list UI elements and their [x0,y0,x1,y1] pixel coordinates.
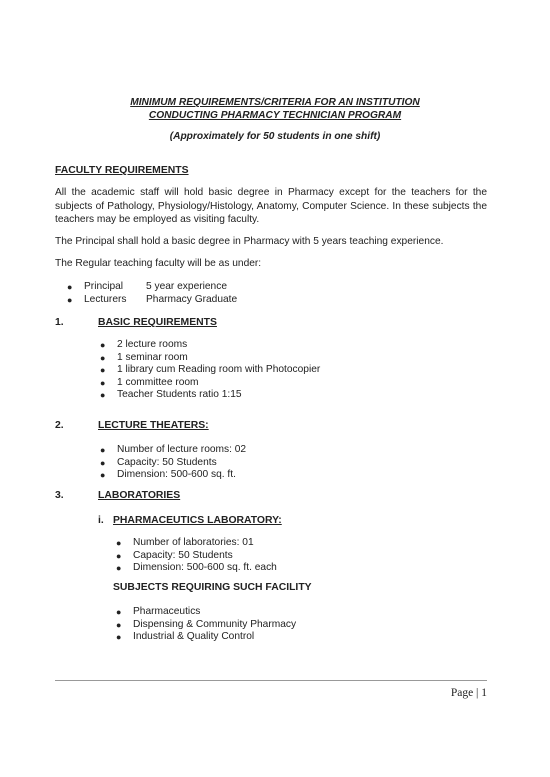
bullet-icon: ● [100,470,106,480]
bullet-icon: ● [100,340,106,350]
bullet-icon: ● [67,294,73,305]
bullet-icon: ● [116,538,122,548]
list-item: ● Capacity: 50 Students [100,456,217,468]
list-item: ● 2 lecture rooms [100,339,188,350]
staff-detail: 5 year experience [146,281,227,292]
bullet-icon: ● [116,619,122,630]
staff-role: Principal [84,281,124,292]
bullet-icon: ● [116,632,122,642]
section-number: 3. [55,490,64,501]
pharmaceutics-lab-list [116,537,277,575]
subjects-list [116,606,296,644]
document-title-line-1: MINIMUM REQUIREMENTS/CRITERIA FOR AN INSTITUTION [130,97,420,108]
faculty-heading: FACULTY REQUIREMENTS [55,165,189,176]
list-item: ● 1 library cum Reading room with Photocopier [100,364,321,375]
list-item: ● Number of lecture rooms: 02 [100,444,247,455]
bullet-icon: ● [116,550,122,561]
list-item: ● 1 seminar room [100,351,188,363]
subjects-heading: SUBJECTS REQUIRING SUCH FACILITY [113,582,312,593]
staff-list [67,281,237,306]
bullet-icon: ● [100,352,106,363]
laboratories-heading: LABORATORIES [98,490,181,501]
staff-detail: Pharmacy Graduate [146,293,238,305]
list-item: ● Capacity: 50 Students [116,549,233,561]
bullet-icon: ● [116,607,122,617]
document-subtitle: (Approximately for 50 students in one shift) [169,131,381,142]
list-item [67,294,237,307]
bullet-icon: ● [116,563,122,573]
faculty-paragraph-1: All the academic staff will hold basic degree in Pharmacy except for the teachers for the subjects of Pathology, Physiology/Histology, Anatomy, Computer Science. In these subjects the teachers may be employed as visiting faculty. [55,187,487,225]
bullet-icon: ● [100,377,106,388]
list-item: ● 1 committee room [100,376,199,388]
bullet-icon: ● [100,457,106,468]
subsection-number: i. [98,515,104,526]
list-item: ● Dispensing & Community Pharmacy [116,618,297,630]
bullet-icon: ● [67,282,73,292]
list-item: ● Teacher Students ratio 1:15 [100,389,242,400]
bullet-icon: ● [100,365,106,375]
list-item: ● Pharmaceutics [116,606,201,617]
list-item [67,281,237,294]
document-title-line-2: CONDUCTING PHARMACY TECHNICIAN PROGRAM [148,110,402,121]
list-item: ● Dimension: 500-600 sq. ft. each [116,562,277,573]
bullet-icon: ● [100,445,106,455]
page-number: Page | 1 [450,687,487,699]
staff-role: Lecturers [84,293,127,305]
section-number: 2. [55,420,64,431]
footer-divider [55,680,487,681]
section-number: 1. [55,317,64,328]
faculty-paragraph-2: The Principal shall hold a basic degree in Pharmacy with 5 years teaching experience. [55,236,444,247]
lecture-theaters-heading: LECTURE THEATERS: [98,420,209,431]
list-item: ● Number of laboratories: 01 [116,537,254,548]
bullet-icon: ● [100,390,106,400]
lecture-theaters-list [100,444,246,482]
list-item: ● Dimension: 500-600 sq. ft. [100,469,236,480]
list-item: ● Industrial & Quality Control [116,631,255,642]
basic-requirements-list [100,339,320,402]
faculty-paragraph-3: The Regular teaching faculty will be as under: [55,258,262,269]
pharmaceutics-lab-heading: PHARMACEUTICS LABORATORY: [113,515,282,526]
basic-requirements-heading: BASIC REQUIREMENTS [98,317,217,328]
